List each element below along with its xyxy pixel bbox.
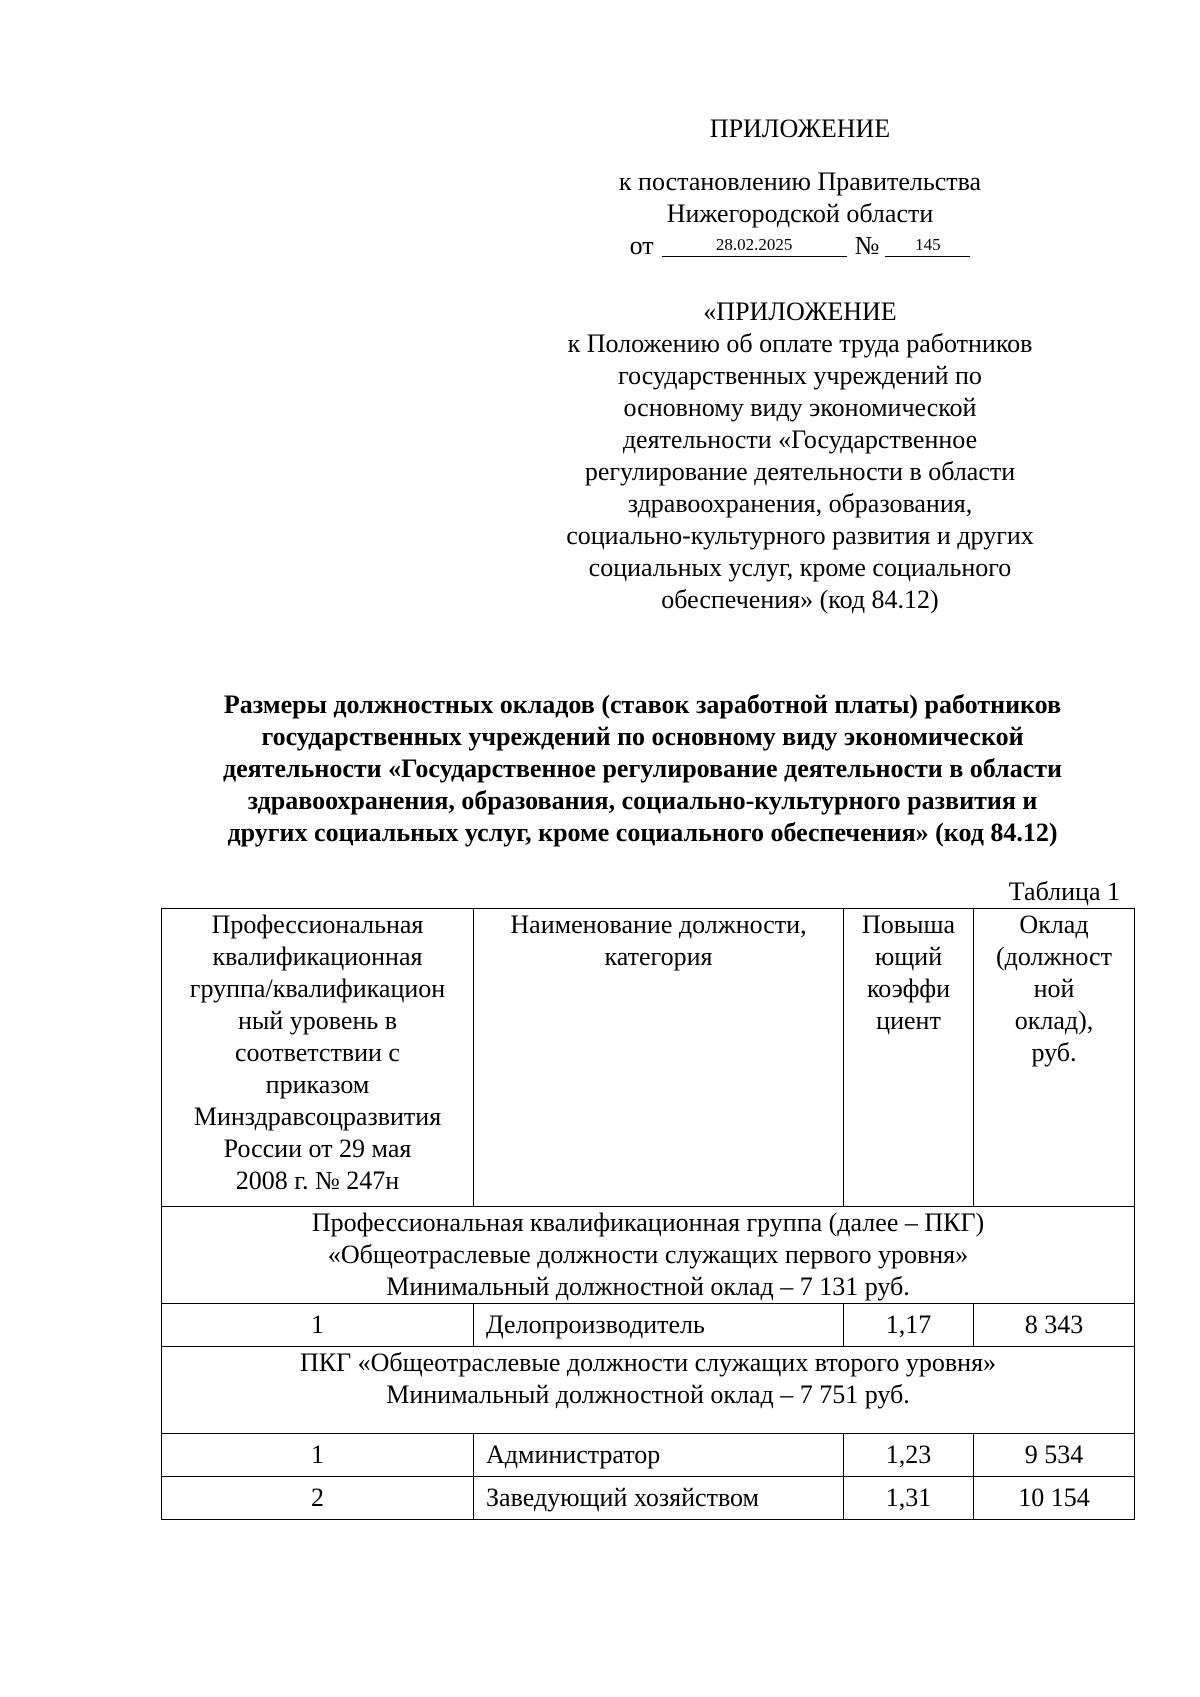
group-line: Минимальный должностной оклад – 7 131 руб. [386,1272,910,1301]
annex-line: к Положению об оплате труда работников [567,329,1033,358]
header-line: квалификационная [212,942,423,971]
header-line: приказом [265,1070,370,1099]
cell-salary: 9 534 [974,1434,1135,1477]
header-line: соответствии с [235,1038,400,1067]
decree-number: 145 [885,234,970,257]
header-line: ющий [874,942,943,971]
decree-reference [560,166,1040,262]
annex-line: обеспечения» (код 84.12) [661,585,939,614]
column-header-coefficient [844,909,974,1207]
annex-line: основному виду экономической [623,393,977,422]
document-heading [150,689,1135,849]
appendix-title [560,113,1040,145]
group-line: «Общеотраслевые должности служащих первого уровня» [327,1240,969,1269]
group-row [162,1347,1135,1434]
header-line: группа/квалификацион [189,974,446,1003]
cell-level: 1 [162,1304,474,1347]
header-line: Профессиональная [211,910,424,939]
group-header-second-level [162,1347,1135,1434]
cell-coefficient: 1,17 [844,1304,974,1347]
annex-line: социально-культурного развития и других [566,521,1034,550]
header-line: России от 29 мая [223,1134,412,1163]
appendix-title-text: ПРИЛОЖЕНИЕ [709,114,891,143]
table-label: Таблица 1 [1008,877,1120,906]
table-row [162,1477,1135,1520]
table-row [162,1434,1135,1477]
group-line: ПКГ «Общеотраслевые должности служащих второго уровня» [299,1348,997,1377]
column-header-position [474,909,844,1207]
header-line: коэффи [866,974,951,1003]
header-line: Повыша [861,910,956,939]
heading-line: Размеры должностных окладов (ставок заработной платы) работников [223,690,1062,719]
heading-line: других социальных услуг, кроме социального обеспечения» (код 84.12) [227,818,1058,847]
header-line: Наименование должности, [510,910,807,939]
annex-line: регулирование деятельности в области [584,457,1016,486]
cell-salary: 8 343 [974,1304,1135,1347]
heading-line: государственных учреждений по основному виду экономической [261,722,1024,751]
cell-position: Администратор [474,1434,844,1477]
header-line: 2008 г. № 247н [235,1166,400,1195]
group-line: Профессиональная квалификационная группа (далее – ПКГ) [311,1208,985,1237]
cell-position: Заведующий хозяйством [474,1477,844,1520]
header-line: руб. [1031,1038,1077,1067]
group-line: Минимальный должностной оклад – 7 751 руб. [386,1380,910,1409]
table-row [162,1304,1135,1347]
cell-level: 2 [162,1477,474,1520]
decree-line-2: Нижегородской области [666,199,934,228]
group-row [162,1207,1135,1304]
decree-line-1: к постановлению Правительства [618,167,982,196]
header-line: ный уровень в [237,1006,397,1035]
cell-coefficient: 1,23 [844,1434,974,1477]
header-line: Оклад [1019,910,1089,939]
annex-line: социальных услуг, кроме социального [588,553,1012,582]
cell-level: 1 [162,1434,474,1477]
annex-line: государственных учреждений по [618,361,982,390]
header-line: Минздравсоцразвития [193,1102,442,1131]
table-header-row [162,909,1135,1207]
header-line: циент [876,1006,941,1035]
header-line: (должност [996,942,1112,971]
decree-date: 28.02.2025 [662,234,847,257]
heading-line: здравоохранения, образования, социально-культурного развития и [247,786,1038,815]
decree-date-line [560,230,1040,262]
column-header-qualification-level [162,909,474,1207]
date-prefix: от [629,231,654,260]
annex-reference [525,296,1075,616]
number-sign: № [854,231,880,260]
annex-line: здравоохранения, образования, [627,489,973,518]
cell-position: Делопроизводитель [474,1304,844,1347]
cell-salary: 10 154 [974,1477,1135,1520]
annex-line: деятельности «Государственное [622,425,978,454]
annex-line: «ПРИЛОЖЕНИЕ [703,297,897,326]
column-header-salary [974,909,1135,1207]
salary-table [161,908,1135,1520]
header-line: ной [1033,974,1075,1003]
heading-line: деятельности «Государственное регулирование деятельности в области [222,754,1063,783]
header-line: оклад), [1014,1006,1094,1035]
group-header-first-level [162,1207,1135,1304]
header-line: категория [604,942,713,971]
cell-coefficient: 1,31 [844,1477,974,1520]
